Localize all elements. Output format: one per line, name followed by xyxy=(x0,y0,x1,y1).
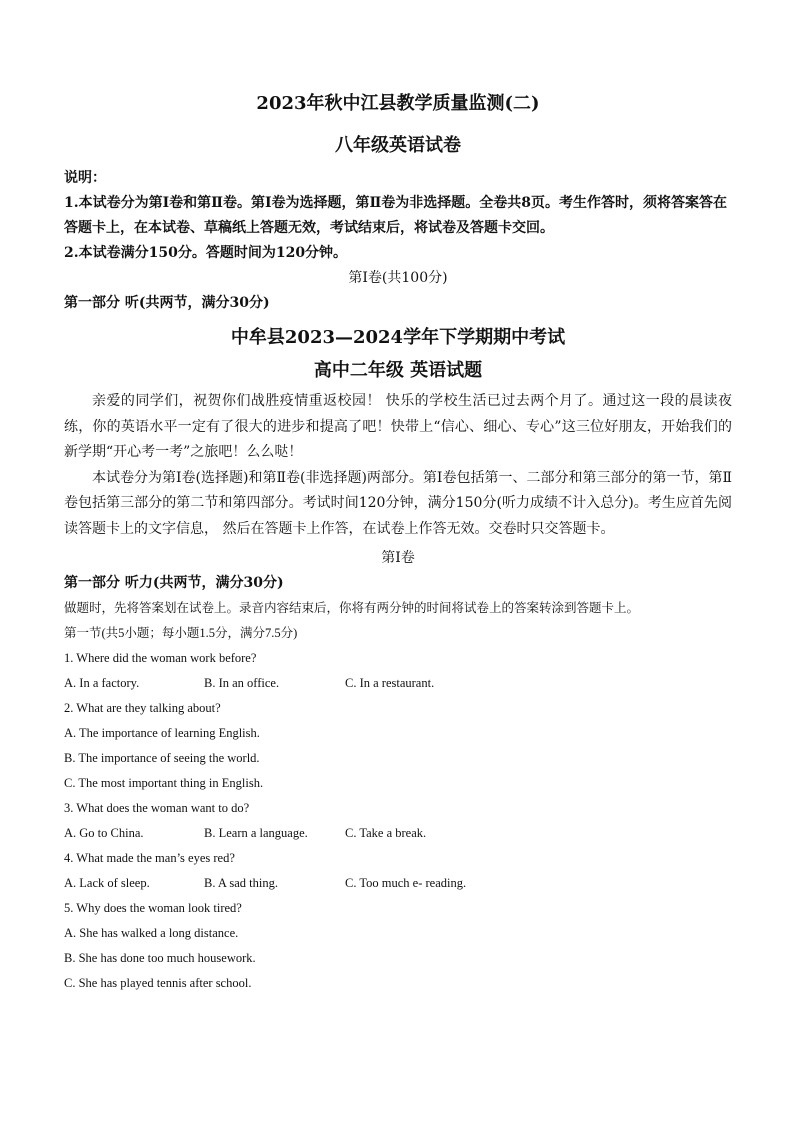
options-row xyxy=(64,871,732,896)
question-4 xyxy=(64,846,732,896)
exam2-title: 中牟县2023—2024学年下学期期中考试 xyxy=(230,327,566,348)
exam2-subtitle: 高中二年级 英语试题 xyxy=(313,360,483,381)
option-a: A. The importance of learning English. xyxy=(64,726,260,740)
options-row xyxy=(64,671,732,696)
intro-paragraph-2: 本试卷分为第Ⅰ卷(选择题)和第Ⅱ卷(非选择题)两部分。第Ⅰ卷包括第一、二部分和第三部分的第一节，第Ⅱ卷包括第三部分的第二节和第四部分。考试时间120分钟，满分150分(听力成绩不计入总分)。考生应首先阅读答题卡上的文字信息， 然后在答题卡上作答，在试卷上作答无效。交卷时只交答题卡。 xyxy=(64,469,732,537)
note-2: 2.本试卷满分150分。答题时间为120分钟。 xyxy=(64,245,348,261)
part-header: 第Ⅰ卷(共100分) xyxy=(348,270,448,286)
section-header: 第一部分 听(共两节，满分30分) xyxy=(64,295,270,311)
question-3 xyxy=(64,796,732,846)
question-text: 1. Where did the woman work before? xyxy=(64,651,257,665)
exam1-subtitle: 八年级英语试卷 xyxy=(335,135,461,156)
option-a: A. In a factory. xyxy=(64,676,140,690)
option-c: C. The most important thing in English. xyxy=(64,776,264,790)
question-text: 2. What are they talking about? xyxy=(64,701,221,715)
option-c: C. Too much e- reading. xyxy=(345,876,467,890)
listening-section-header: 第一部分 听力(共两节，满分30分) xyxy=(64,575,284,591)
volume-header: 第Ⅰ卷 xyxy=(381,550,415,566)
option-a: A. She has walked a long distance. xyxy=(64,926,239,940)
options-row xyxy=(64,821,732,846)
exam-page xyxy=(64,92,732,996)
listening-instruction: 做题时，先将答案划在试卷上。录音内容结束后，你将有两分钟的时间将试卷上的答案转涂到答题卡上。 xyxy=(64,601,640,615)
option-a: A. Lack of sleep. xyxy=(64,876,150,890)
notes-label: 说明： xyxy=(64,170,106,186)
question-1 xyxy=(64,646,732,696)
option-c: C. Take a break. xyxy=(345,826,427,840)
option-c: C. In a restaurant. xyxy=(345,676,435,690)
option-b: B. A sad thing. xyxy=(204,876,278,890)
question-text: 5. Why does the woman look tired? xyxy=(64,901,242,915)
option-a: A. Go to China. xyxy=(64,826,144,840)
question-5 xyxy=(64,896,732,996)
option-c: C. She has played tennis after school. xyxy=(64,976,252,990)
intro-paragraph-1: 亲爱的同学们，祝贺你们战胜疫情重返校园！ 快乐的学校生活已过去两个月了。通过这一段的晨读夜练，你的英语水平一定有了很大的进步和提高了吧！快带上“信心、细心、专心”这三位好朋友，开始我们的新学期“开心考一考”之旅吧！么么哒！ xyxy=(64,393,732,460)
exam1-title: 2023年秋中江县教学质量监测(二) xyxy=(256,93,540,114)
note-1: 1.本试卷分为第Ⅰ卷和第Ⅱ卷。第Ⅰ卷为选择题，第Ⅱ卷为非选择题。全卷共8页。考生作答时，须将答案答在答题卡上，在本试卷、草稿纸上答题无效，考试结束后，将试卷及答题卡交回。 xyxy=(64,195,728,236)
subsection-header: 第一节(共5小题；每小题1.5分，满分7.5分) xyxy=(64,626,298,640)
question-text: 3. What does the woman want to do? xyxy=(64,801,250,815)
option-b: B. In an office. xyxy=(204,676,280,690)
option-b: B. Learn a language. xyxy=(204,826,308,840)
option-b: B. She has done too much housework. xyxy=(64,951,256,965)
option-b: B. The importance of seeing the world. xyxy=(64,751,260,765)
question-2 xyxy=(64,696,732,796)
question-text: 4. What made the man’s eyes red? xyxy=(64,851,235,865)
